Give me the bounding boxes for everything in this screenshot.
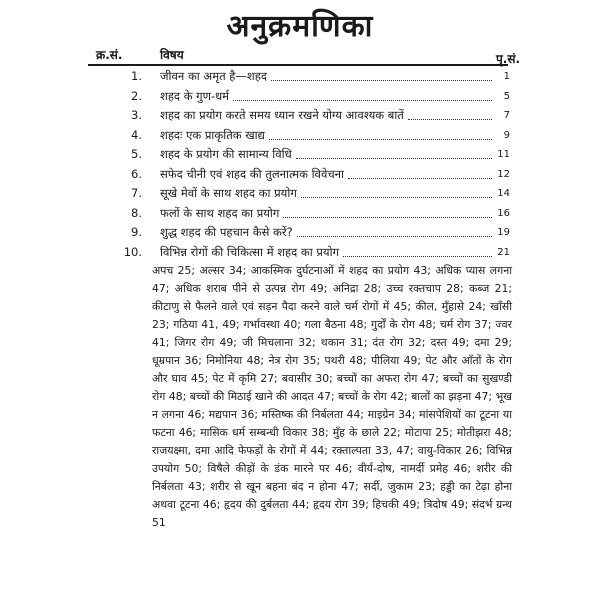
leader-dots [408,106,492,120]
entry-title: शहद का प्रयोग करते समय ध्यान रखने योग्य आवश्यक बातें [160,108,404,122]
leader-dots [301,184,492,198]
entry-page: 16 [497,207,510,219]
toc-entry [0,126,600,146]
entry-title: शुद्ध शहद की पहचान कैसे करें? [160,225,293,239]
entry-page: 5 [503,90,510,102]
toc-entry [0,204,600,224]
entry-title: सफेद चीनी एवं शहद की तुलनात्मक विवेचना [160,166,345,181]
toc-entry [0,87,600,107]
entry-title: जीवन का अमृत है—शहद [160,69,267,83]
leader-dots [296,145,492,159]
entry-page: 11 [497,149,510,160]
entry-title: शहद के प्रयोग की सामान्य विधि [160,147,292,161]
entry-number: 3. [131,108,142,122]
toc-entry [0,165,600,185]
toc-entry [0,145,600,165]
leader-dots [271,67,492,81]
header-serial: क्र.सं. [96,48,123,62]
header-subject: विषय [160,48,184,62]
entry-page: 12 [497,168,510,180]
entry-number: 7. [131,186,142,200]
entry-page: 14 [497,188,510,199]
entry-title: फलों के साथ शहद का प्रयोग [160,205,280,220]
leader-dots [269,126,492,140]
header-rule [88,64,508,66]
toc-list [0,67,600,262]
leader-dots [348,165,492,179]
entry-number: 1. [131,69,142,83]
disease-sub-index: अपच 25; अल्सर 34; आकस्मिक दुर्घटनाओं में शहद का प्रयोग 43; अधिक प्यास लगना 47; अधिक शराब पीने से उत्पन्न रोग 49; अनिद्रा 28; उच्च रक्तचाप 28; कब्ज 21; कीटाणु से फैलने वाले एवं सड़न पैदा करने वाले चर्म रोगों में 45; कील, मुँहासे 24; खाँसी 23; गठिया 41, 49; गर्भावस्था 40; गला बैठना 48; गुर्दों के रोग 48; चर्म रोग 37; ज्वर 41; जिगर रोग 49; जी मिचलाना 32; थकान 31; दंत रोग 32; दस्त 49; दमा 29; धूम्रपान 36; निमोनिया 48; नेत्र रोग 35; पथरी 48; पीलिया 49; पेट और आँतों के रोग और घाव 45; पेट में कृमि 27; बवासीर 30; बच्चों का अफरा रोग 47; बच्चों का सुखण्डी रोग 48; बच्चों की मिठाई खाने की आदत 47; बच्चों के रोग 42; बालों का झड़ना 47; भूख न लगना 46; मद्यपान 36; मस्तिष्क की निर्बलता 44; माइग्रेन 34; मांसपेशियों का टूटना या फटना 46; मासिक धर्म सम्बन्धी विकार 38; मुँह के छाले 22; मोटापा 25; मोतीझरा 48; राजयक्ष्मा, दमा आदि फेफड़ों के रोगों में 44; रक्ताल्पता 33, 47; वायु-विकार 26; विभिन्न उपयोग 50; विषैले कीड़ों के डंक मारने पर 46; वीर्य-दोष, नामर्दी प्रमेह 46; शरीर की निर्बलता 43; शरीर से खून बहना बंद न होना 47; सर्दी, जुकाम 23; हड्डी का टेढ़ा होना अथवा टूटना 46; हृदय की दुर्बलता 44; हृदय रोग 39; हिचकी 49; त्रिदोष 49; संदर्भ ग्रन्थ 51 [152,264,512,529]
toc-entry [0,243,600,263]
leader-dots [283,204,492,218]
page-title: अनुक्रमणिका [226,9,374,44]
entry-number: 2. [131,88,142,103]
toc-entry [0,184,600,204]
entry-page: 1 [503,71,510,82]
entry-page: 7 [503,110,510,121]
entry-page: 9 [503,129,510,141]
entry-number: 6. [131,166,142,181]
entry-number: 9. [131,225,142,239]
entry-title: विभिन्न रोगों की चिकित्सा में शहद का प्रयोग [160,244,340,259]
entry-title: सूखे मेवों के साथ शहद का प्रयोग [160,186,297,200]
leader-dots [297,223,492,237]
entry-page: 21 [497,246,510,258]
leader-dots [233,87,492,101]
entry-number: 4. [131,127,142,142]
toc-entry [0,223,600,243]
entry-title: शहद के गुण-धर्म [160,88,230,103]
entry-number: 8. [131,205,142,220]
leader-dots [343,243,492,257]
entry-number: 10. [123,244,142,259]
entry-number: 5. [131,147,142,161]
toc-entry [0,67,600,87]
entry-page: 19 [497,227,510,238]
header-page: पृ.सं. [495,52,520,66]
toc-entry [0,106,600,126]
entry-title: शहदः एक प्राकृतिक खाद्य [160,127,265,142]
